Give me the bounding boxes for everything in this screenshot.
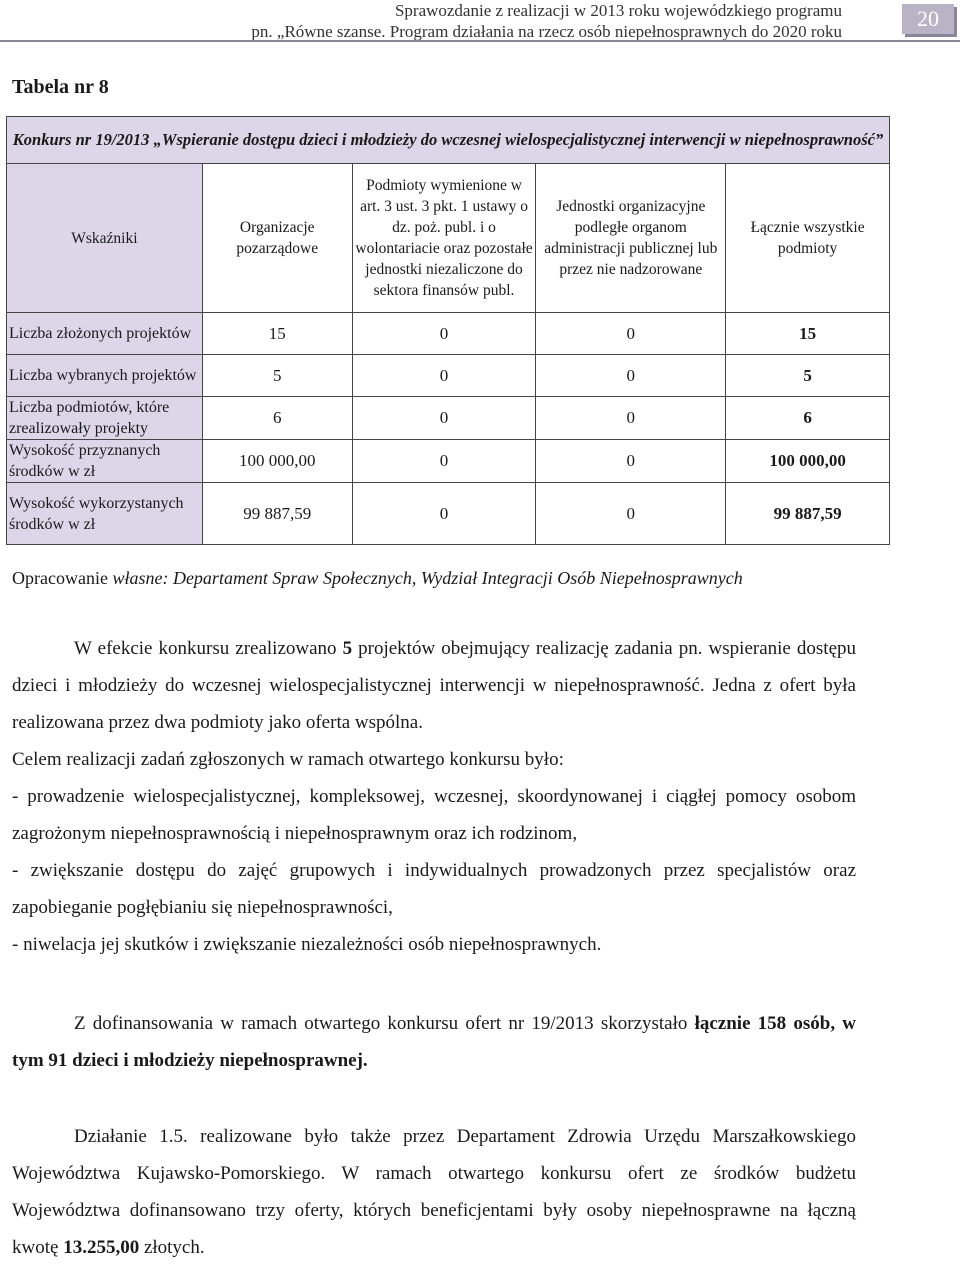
cell-entities: 0 xyxy=(352,397,536,440)
cell-entities: 0 xyxy=(352,483,536,545)
p3-text-a: Działanie 1.5. realizowane było także przez Departament Zdrowia Urzędu Marszałkowskiego Województwa Kujawsko-Pomorskiego. W ramach otwartego konkursu ofert ze środków budżetu Województwa dofinansowano trzy oferty, których beneficjentami były osoby niepełnosprawne na łączną kwotę xyxy=(12,1126,856,1258)
p1-text-a: W efekcie konkursu zrealizowano xyxy=(74,638,343,659)
header-line-1: Sprawozdanie z realizacji w 2013 roku wojewódzkiego programu xyxy=(394,1,842,20)
header-ngo: Organizacje pozarządowe xyxy=(202,164,352,313)
row-label: Wysokość przyznanych środków w zł xyxy=(7,440,203,483)
cell-public-units: 0 xyxy=(536,483,726,545)
row-label: Liczba wybranych projektów xyxy=(7,355,203,397)
p3-text-c: złotych. xyxy=(139,1237,205,1258)
table-row xyxy=(7,313,890,355)
data-table xyxy=(6,116,890,545)
paragraph-results xyxy=(12,630,856,963)
table-caption-row xyxy=(7,117,890,164)
table-title: Tabela nr 8 xyxy=(12,76,109,98)
header-indicators: Wskaźniki xyxy=(7,164,203,313)
source-prefix: Opracowanie xyxy=(12,568,108,588)
p1-goals-intro: Celem realizacji zadań zgłoszonych w ramach otwartego konkursu było: xyxy=(12,749,564,770)
cell-total: 5 xyxy=(726,355,890,397)
header-divider xyxy=(0,40,960,42)
cell-public-units: 0 xyxy=(536,313,726,355)
table-row xyxy=(7,483,890,545)
table-row xyxy=(7,397,890,440)
table-row xyxy=(7,355,890,397)
page-number: 20 xyxy=(902,4,954,34)
header-line-2: pn. „Równe szanse. Program działania na rzecz osób niepełnosprawnych do 2020 roku xyxy=(251,22,842,41)
source-rest: własne: Departament Spraw Społecznych, Wydział Integracji Osób Niepełnosprawnych xyxy=(107,568,743,588)
cell-total: 100 000,00 xyxy=(726,440,890,483)
p2-text-a: Z dofinansowania w ramach otwartego konkursu ofert nr 19/2013 skorzystało xyxy=(74,1013,695,1034)
row-label: Liczba złożonych projektów xyxy=(7,313,203,355)
table-source xyxy=(12,568,743,589)
p1-goal-2: - zwiększanie dostępu do zajęć grupowych i indywidualnych prowadzonych przez specjalistów oraz zapobieganie pogłębianiu się niepełnosprawności, xyxy=(12,860,856,918)
p1-goal-3: - niwelacja jej skutków i zwiększanie niezależności osób niepełnosprawnych. xyxy=(12,934,602,955)
row-label: Liczba podmiotów, które zrealizowały projekty xyxy=(7,397,203,440)
table-row xyxy=(7,440,890,483)
p3-amount: 13.255,00 xyxy=(63,1237,140,1258)
cell-ngo: 15 xyxy=(202,313,352,355)
cell-public-units: 0 xyxy=(536,397,726,440)
cell-ngo: 6 xyxy=(202,397,352,440)
table-header-row xyxy=(7,164,890,313)
table-caption: Konkurs nr 19/2013 „Wspieranie dostępu dzieci i młodzieży do wczesnej wielospecjalistycznej interwencji w niepełnosprawność” xyxy=(7,117,890,164)
cell-ngo: 5 xyxy=(202,355,352,397)
header-total: Łącznie wszystkie podmioty xyxy=(726,164,890,313)
cell-ngo: 99 887,59 xyxy=(202,483,352,545)
p1-count: 5 xyxy=(342,638,353,659)
cell-entities: 0 xyxy=(352,355,536,397)
header-public-units: Jednostki organizacyjne podległe organom administracji publicznej lub przez nie nadzorowane xyxy=(536,164,726,313)
header-entities: Podmioty wymienione w art. 3 ust. 3 pkt. 1 ustawy o dz. poż. publ. i o wolontariacie oraz pozostałe jednostki niezaliczone do sektora finansów publ. xyxy=(352,164,536,313)
row-label: Wysokość wykorzystanych środków w zł xyxy=(7,483,203,545)
header-text xyxy=(251,0,842,42)
cell-entities: 0 xyxy=(352,313,536,355)
cell-total: 15 xyxy=(726,313,890,355)
cell-ngo: 100 000,00 xyxy=(202,440,352,483)
p1-text-c: projektów obejmujący realizację zadania pn. wspieranie dostępu dzieci i młodzieży do wczesnej wielospecjalistycznej interwencji w niepełnosprawność. Jedna z ofert była realizowana przez dwa podmioty jako oferta wspólna. xyxy=(12,638,856,733)
paragraph-beneficiaries xyxy=(12,1005,856,1079)
cell-total: 99 887,59 xyxy=(726,483,890,545)
cell-public-units: 0 xyxy=(536,440,726,483)
cell-entities: 0 xyxy=(352,440,536,483)
cell-public-units: 0 xyxy=(536,355,726,397)
paragraph-health-dept xyxy=(12,1118,856,1266)
page-header xyxy=(0,0,960,46)
p2-bold: łącznie 158 osób, w tym 91 dzieci i młodzieży niepełnosprawnej. xyxy=(12,1013,856,1071)
p1-goal-1: - prowadzenie wielospecjalistycznej, kompleksowej, wczesnej, skoordynowanej i ciągłej pomocy osobom zagrożonym niepełnosprawnością i niepełnosprawnym oraz ich rodzinom, xyxy=(12,786,856,844)
cell-total: 6 xyxy=(726,397,890,440)
